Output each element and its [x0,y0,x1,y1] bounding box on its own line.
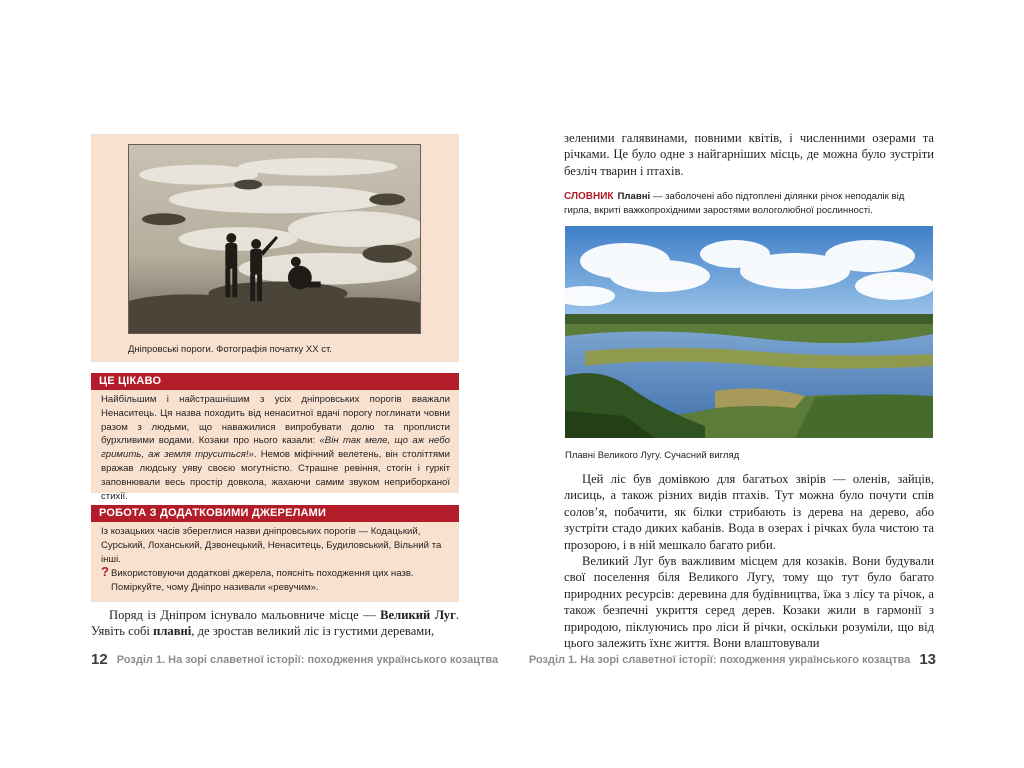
interest-box [91,390,459,502]
rapids-photo [128,144,421,334]
right-body-text [564,471,934,651]
rapids-photo-caption: Дніпровські пороги. Фотографія початку ХХ ст. [128,344,332,355]
left-paragraph-part: . Уявіть собі [91,608,459,639]
page-number-right: 13 [919,651,936,668]
right-continuation [564,130,934,179]
dictionary-term: Плавні [617,191,651,202]
plavni-photo-caption: Плавні Великого Лугу. Сучасний вигляд [565,450,740,461]
rapids-figure [91,134,459,362]
dictionary-box [564,190,934,218]
question-mark-icon: ? [101,564,109,580]
interest-quote: «Він так меле, що аж небо гримить, аж земля труситься!» [101,435,450,461]
right-paragraph-1: Цей ліс був домівкою для багатьох звірів — оленів, зайців, лисиць, а також різних видів птахів. Тут можна було почути спів солов’я, побачити, як білки стрибають із дерева на дерево, або зустріти стадо диких кабанів. Вода в озерах і річках була чистою та прозорою, і в ній мешкало багато риби. [564,472,934,552]
right-page [512,0,1024,768]
rapids-photo-image [129,145,420,333]
interest-heading: ЦЕ ЦІКАВО [91,373,459,390]
right-footer [529,651,936,668]
dictionary-label: СЛОВНИК [564,191,614,202]
page-number-left: 12 [91,651,108,668]
right-paragraph-2: Великий Луг був важливим місцем для козаків. Вони будували свої поселення біля Великого Лугу, тому що тут було багато природних ресурсів: деревина для будівництва, їжа з лісу та річок, а також безпечні укриття серед дерев. Козаки жили в гармонії з природою, піклуючись про ліси й річки, оскільки розуміли, що від цього залежить їхнє життя. Вони влаштовували [564,554,934,651]
sources-text: Із козацьких часів збереглися назви дніпровських порогів — Кодацький, Сурський, Лоханський, Дзвонецький, Ненаситець, Будиловський, Вільний та інші. [101,526,442,565]
sources-heading: РОБОТА З ДОДАТКОВИМИ ДЖЕРЕЛАМИ [91,505,459,522]
interest-text-1: Найбільшим і найстрашнішим з усіх дніпровських порогів вважали Ненаситець. Ця назва походить від ненаситної вдачі порогу поглинати човни разом з людьми, що наважилися випробувати долю та проплисти бурхливими водами. Козаки про нього казали: [101,394,450,447]
plavni-photo [565,226,933,438]
chapter-title-right: Розділ 1. На зорі славетної історії: походження українського козацтва [528,654,911,666]
left-paragraph [91,607,459,640]
sources-box [91,522,459,602]
term-velykyi-luh: Великий Луг [380,608,456,622]
left-paragraph-part: , де зростав великий ліс із густими деревами, [191,624,435,639]
sources-question: Використовуючи додаткові джерела, поясніть походження цих назв. Поміркуйте, чому Дніпро називали «ревучим». [111,568,414,594]
interest-text-2: . Немов міфічний велетень, він століттями вражав людську уяву своєю могутністю. Страшне ревіння, стогін і гуркіт заповнювали весь простір довкола, жахаючи самим звуком неприборканої стихії. [101,449,451,502]
left-body-text [91,607,459,640]
dictionary-definition: — заболочені або підтоплені ділянки річок неподалік від гирла, вкриті важкопрохідними заростями вологолюбної рослинності. [564,191,905,216]
continuation-paragraph: зеленими галявинами, повними квітів, і численними озерами та річками. Це було одне з найгарніших місць, де можна було зустріти безліч тварин і птахів. [564,131,934,178]
sources-question-line [101,564,450,595]
term-plavni: плавні [153,624,192,639]
chapter-title-left: Розділ 1. На зорі славетної історії: походження українського козацтва [116,654,499,666]
left-footer [91,651,498,668]
plavni-photo-image [565,226,933,438]
left-paragraph-part: Поряд із Дніпром існувало мальовниче місце — [109,608,381,622]
